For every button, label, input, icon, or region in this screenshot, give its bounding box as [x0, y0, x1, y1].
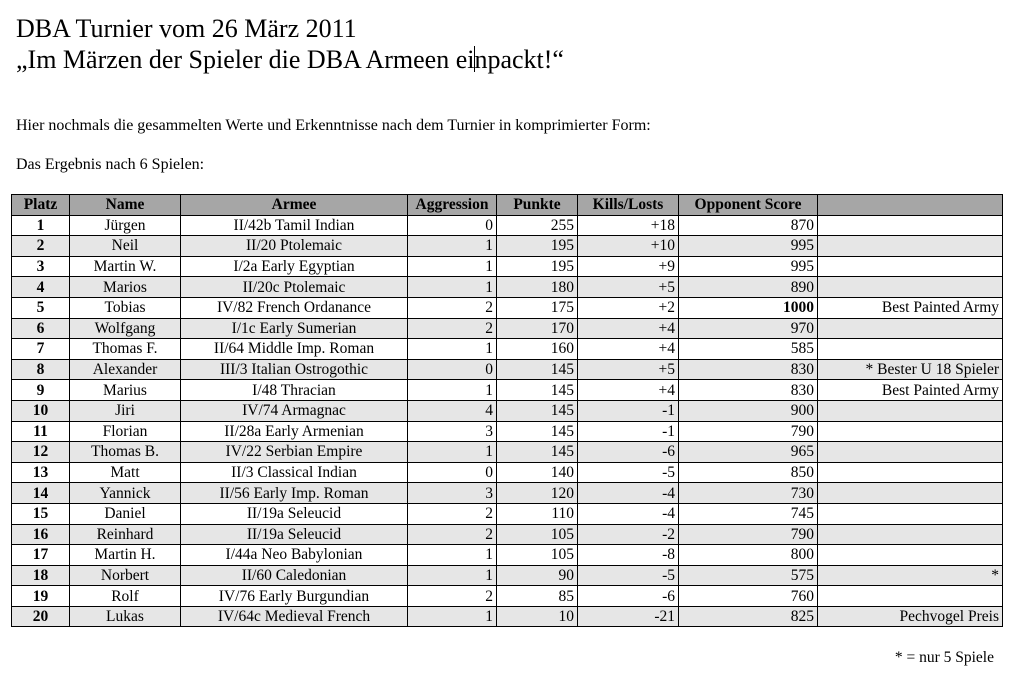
cell-aggression: 0: [408, 462, 497, 483]
cell-opponent-score: 825: [679, 606, 818, 627]
cell-name: Neil: [70, 236, 181, 257]
cell-armee: IV/82 French Ordanance: [181, 297, 408, 318]
cell-platz: 3: [12, 256, 70, 277]
cell-aggression: 3: [408, 421, 497, 442]
cell-note: [818, 421, 1003, 442]
cell-punkte: 160: [497, 339, 578, 360]
cell-name: Wolfgang: [70, 318, 181, 339]
page-subtitle: [16, 44, 564, 76]
cell-name: Alexander: [70, 359, 181, 380]
cell-opponent-score: 900: [679, 400, 818, 421]
cell-note: [818, 483, 1003, 504]
cell-platz: 16: [12, 524, 70, 545]
table-row: [12, 359, 1003, 380]
cell-platz: 4: [12, 277, 70, 298]
cell-armee: II/42b Tamil Indian: [181, 215, 408, 236]
table-row: [12, 606, 1003, 627]
cell-platz: 11: [12, 421, 70, 442]
cell-name: Reinhard: [70, 524, 181, 545]
cell-aggression: 2: [408, 318, 497, 339]
cell-platz: 20: [12, 606, 70, 627]
cell-kills-losts: +4: [578, 380, 679, 401]
cell-punkte: 175: [497, 297, 578, 318]
cell-name: Lukas: [70, 606, 181, 627]
col-header-armee: Armee: [181, 195, 408, 216]
cell-platz: 18: [12, 565, 70, 586]
cell-note: [818, 442, 1003, 463]
cell-punkte: 195: [497, 236, 578, 257]
cell-name: Matt: [70, 462, 181, 483]
cell-aggression: 1: [408, 380, 497, 401]
cell-note: [818, 524, 1003, 545]
cell-kills-losts: -4: [578, 503, 679, 524]
cell-platz: 15: [12, 503, 70, 524]
cell-armee: IV/22 Serbian Empire: [181, 442, 408, 463]
table-row: [12, 545, 1003, 566]
cell-platz: 2: [12, 236, 70, 257]
cell-aggression: 1: [408, 277, 497, 298]
cell-punkte: 195: [497, 256, 578, 277]
cell-name: Tobias: [70, 297, 181, 318]
cell-armee: I/44a Neo Babylonian: [181, 545, 408, 566]
cell-name: Yannick: [70, 483, 181, 504]
cell-punkte: 255: [497, 215, 578, 236]
cell-name: Martin W.: [70, 256, 181, 277]
cell-kills-losts: -5: [578, 462, 679, 483]
cell-opponent-score: 970: [679, 318, 818, 339]
cell-aggression: 1: [408, 565, 497, 586]
cell-kills-losts: -2: [578, 524, 679, 545]
cell-armee: II/19a Seleucid: [181, 524, 408, 545]
table-row: [12, 462, 1003, 483]
cell-opponent-score: 830: [679, 359, 818, 380]
cell-punkte: 170: [497, 318, 578, 339]
cell-platz: 8: [12, 359, 70, 380]
cell-name: Florian: [70, 421, 181, 442]
table-row: [12, 586, 1003, 607]
cell-punkte: 105: [497, 545, 578, 566]
cell-aggression: 1: [408, 236, 497, 257]
cell-note: [818, 586, 1003, 607]
table-row: [12, 236, 1003, 257]
col-header-opponent-score: Opponent Score: [679, 195, 818, 216]
col-header-punkte: Punkte: [497, 195, 578, 216]
result-label: Das Ergebnis nach 6 Spielen:: [16, 156, 205, 173]
cell-armee: II/28a Early Armenian: [181, 421, 408, 442]
cell-punkte: 110: [497, 503, 578, 524]
cell-name: Marius: [70, 380, 181, 401]
cell-name: Norbert: [70, 565, 181, 586]
cell-aggression: 3: [408, 483, 497, 504]
cell-note: [818, 318, 1003, 339]
cell-punkte: 145: [497, 359, 578, 380]
cell-platz: 13: [12, 462, 70, 483]
cell-armee: II/19a Seleucid: [181, 503, 408, 524]
cell-kills-losts: -1: [578, 421, 679, 442]
table-row: [12, 256, 1003, 277]
col-header-aggression: Aggression: [408, 195, 497, 216]
cell-note: [818, 215, 1003, 236]
cell-opponent-score: 730: [679, 483, 818, 504]
cell-aggression: 1: [408, 545, 497, 566]
cell-armee: II/20 Ptolemaic: [181, 236, 408, 257]
cell-punkte: 105: [497, 524, 578, 545]
cell-punkte: 120: [497, 483, 578, 504]
table-row: [12, 400, 1003, 421]
cell-note: [818, 339, 1003, 360]
cell-armee: II/56 Early Imp. Roman: [181, 483, 408, 504]
cell-note: [818, 400, 1003, 421]
cell-name: Jürgen: [70, 215, 181, 236]
cell-kills-losts: -21: [578, 606, 679, 627]
cell-aggression: 1: [408, 606, 497, 627]
cell-punkte: 145: [497, 421, 578, 442]
cell-platz: 9: [12, 380, 70, 401]
cell-punkte: 10: [497, 606, 578, 627]
cell-note: [818, 545, 1003, 566]
cell-aggression: 1: [408, 256, 497, 277]
cell-platz: 1: [12, 215, 70, 236]
cell-platz: 14: [12, 483, 70, 504]
cell-platz: 6: [12, 318, 70, 339]
cell-kills-losts: -4: [578, 483, 679, 504]
cell-opponent-score: 850: [679, 462, 818, 483]
cell-kills-losts: +5: [578, 277, 679, 298]
cell-note: Best Painted Army: [818, 380, 1003, 401]
cell-aggression: 2: [408, 503, 497, 524]
cell-kills-losts: +18: [578, 215, 679, 236]
footnote: * = nur 5 Spiele: [894, 649, 994, 666]
table-row: [12, 277, 1003, 298]
cell-aggression: 4: [408, 400, 497, 421]
cell-aggression: 0: [408, 359, 497, 380]
cell-note: Pechvogel Preis: [818, 606, 1003, 627]
cell-name: Jiri: [70, 400, 181, 421]
cell-note: [818, 236, 1003, 257]
cell-aggression: 2: [408, 297, 497, 318]
cell-name: Marios: [70, 277, 181, 298]
cell-platz: 12: [12, 442, 70, 463]
cell-kills-losts: +4: [578, 339, 679, 360]
cell-note: Best Painted Army: [818, 297, 1003, 318]
cell-kills-losts: +2: [578, 297, 679, 318]
cell-punkte: 145: [497, 380, 578, 401]
table-row: [12, 442, 1003, 463]
cell-kills-losts: +5: [578, 359, 679, 380]
cell-name: Rolf: [70, 586, 181, 607]
table-row: [12, 297, 1003, 318]
cell-name: Thomas F.: [70, 339, 181, 360]
cell-armee: I/1c Early Sumerian: [181, 318, 408, 339]
table-row: [12, 318, 1003, 339]
table-row: [12, 503, 1003, 524]
col-header-kills-losts: Kills/Losts: [578, 195, 679, 216]
cell-kills-losts: -5: [578, 565, 679, 586]
cell-opponent-score: 1000: [679, 297, 818, 318]
cell-armee: I/48 Thracian: [181, 380, 408, 401]
cell-name: Daniel: [70, 503, 181, 524]
cell-punkte: 145: [497, 442, 578, 463]
cell-armee: IV/76 Early Burgundian: [181, 586, 408, 607]
cell-punkte: 145: [497, 400, 578, 421]
cell-punkte: 180: [497, 277, 578, 298]
cell-kills-losts: +4: [578, 318, 679, 339]
cell-name: Thomas B.: [70, 442, 181, 463]
cell-kills-losts: -6: [578, 586, 679, 607]
col-header-name: Name: [70, 195, 181, 216]
cell-note: [818, 277, 1003, 298]
cell-note: [818, 503, 1003, 524]
cell-platz: 17: [12, 545, 70, 566]
table-row: [12, 421, 1003, 442]
cell-armee: II/20c Ptolemaic: [181, 277, 408, 298]
cell-platz: 10: [12, 400, 70, 421]
cell-opponent-score: 800: [679, 545, 818, 566]
cell-opponent-score: 890: [679, 277, 818, 298]
cell-name: Martin H.: [70, 545, 181, 566]
cell-armee: II/64 Middle Imp. Roman: [181, 339, 408, 360]
subtitle-text-end: npackt!“: [474, 45, 564, 74]
cell-aggression: 1: [408, 442, 497, 463]
cell-armee: IV/64c Medieval French: [181, 606, 408, 627]
table-row: [12, 380, 1003, 401]
cell-aggression: 0: [408, 215, 497, 236]
cell-opponent-score: 760: [679, 586, 818, 607]
cell-armee: II/3 Classical Indian: [181, 462, 408, 483]
table-header-row: [12, 195, 1003, 216]
cell-armee: III/3 Italian Ostrogothic: [181, 359, 408, 380]
cell-opponent-score: 585: [679, 339, 818, 360]
cell-note: *: [818, 565, 1003, 586]
table-row: [12, 215, 1003, 236]
col-header-notes: [818, 195, 1003, 216]
cell-platz: 5: [12, 297, 70, 318]
intro-paragraph: Hier nochmals die gesammelten Werte und Erkenntnisse nach dem Turnier in komprimierter Form:: [16, 117, 651, 134]
cell-aggression: 2: [408, 524, 497, 545]
cell-opponent-score: 995: [679, 236, 818, 257]
table-row: [12, 339, 1003, 360]
cell-armee: IV/74 Armagnac: [181, 400, 408, 421]
table-row: [12, 565, 1003, 586]
cell-kills-losts: -1: [578, 400, 679, 421]
cell-kills-losts: +10: [578, 236, 679, 257]
cell-kills-losts: -6: [578, 442, 679, 463]
cell-platz: 19: [12, 586, 70, 607]
cell-punkte: 140: [497, 462, 578, 483]
cell-kills-losts: +9: [578, 256, 679, 277]
cell-opponent-score: 830: [679, 380, 818, 401]
cell-platz: 7: [12, 339, 70, 360]
cell-armee: II/60 Caledonian: [181, 565, 408, 586]
cell-aggression: 2: [408, 586, 497, 607]
subtitle-text-start: „Im Märzen der Spieler die DBA Armeen ei: [16, 45, 475, 74]
cell-opponent-score: 575: [679, 565, 818, 586]
cell-note: * Bester U 18 Spieler: [818, 359, 1003, 380]
col-header-platz: Platz: [12, 195, 70, 216]
page-title: DBA Turnier vom 26 März 2011: [16, 14, 357, 43]
cell-kills-losts: -8: [578, 545, 679, 566]
cell-punkte: 90: [497, 565, 578, 586]
cell-opponent-score: 790: [679, 421, 818, 442]
cell-armee: I/2a Early Egyptian: [181, 256, 408, 277]
table-row: [12, 483, 1003, 504]
cell-opponent-score: 790: [679, 524, 818, 545]
cell-aggression: 1: [408, 339, 497, 360]
cell-opponent-score: 745: [679, 503, 818, 524]
cell-opponent-score: 870: [679, 215, 818, 236]
results-table: [11, 194, 1003, 627]
cell-opponent-score: 965: [679, 442, 818, 463]
cell-opponent-score: 995: [679, 256, 818, 277]
cell-note: [818, 462, 1003, 483]
cell-punkte: 85: [497, 586, 578, 607]
cell-note: [818, 256, 1003, 277]
table-row: [12, 524, 1003, 545]
